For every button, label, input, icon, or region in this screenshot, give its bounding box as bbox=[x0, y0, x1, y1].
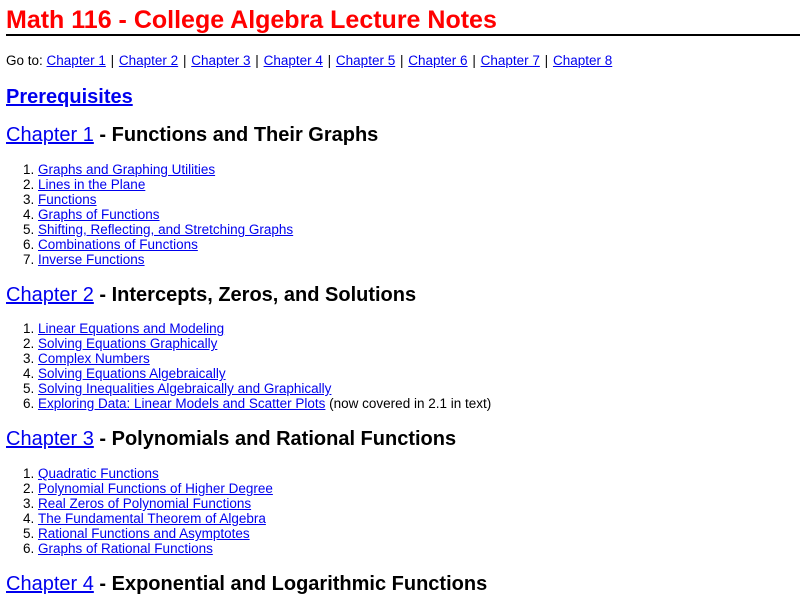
list-item bbox=[38, 321, 491, 336]
goto-separator: | bbox=[110, 53, 115, 68]
section-3-1-link[interactable]: Quadratic Functions bbox=[38, 466, 159, 481]
section-1-5-link[interactable]: Shifting, Reflecting, and Stretching Graphs bbox=[38, 222, 294, 237]
chapter-1-heading bbox=[6, 123, 378, 147]
chapter-4-heading bbox=[6, 572, 487, 596]
goto-chapter-6-link[interactable]: Chapter 6 bbox=[408, 53, 468, 68]
list-item bbox=[38, 222, 293, 237]
section-2-6-link[interactable]: Exploring Data: Linear Models and Scatter Plots bbox=[38, 396, 326, 411]
goto-separator: | bbox=[399, 53, 404, 68]
goto-separator: | bbox=[544, 53, 549, 68]
list-item bbox=[38, 177, 293, 192]
goto-chapter-8-link[interactable]: Chapter 8 bbox=[552, 53, 613, 68]
section-3-6-link[interactable]: Graphs of Rational Functions bbox=[38, 541, 213, 556]
chapter-2-title: - Intercepts, Zeros, and Solutions bbox=[93, 284, 417, 306]
section-3-5-link[interactable]: Rational Functions and Asymptotes bbox=[38, 526, 250, 541]
goto-separator: | bbox=[472, 53, 476, 68]
list-item bbox=[38, 336, 491, 351]
list-item bbox=[38, 511, 273, 526]
chapter-2-heading bbox=[6, 283, 416, 307]
list-item bbox=[38, 526, 273, 541]
chapter-2-link[interactable]: Chapter 2 bbox=[6, 284, 94, 306]
goto-chapter-5-link[interactable]: Chapter 5 bbox=[335, 53, 396, 68]
list-item bbox=[38, 192, 293, 207]
goto-nav bbox=[6, 53, 612, 69]
goto-chapter-7-link[interactable]: Chapter 7 bbox=[480, 53, 540, 68]
section-1-6-link[interactable]: Combinations of Functions bbox=[38, 237, 198, 252]
list-item bbox=[38, 381, 491, 396]
section-2-1-link[interactable]: Linear Equations and Modeling bbox=[38, 321, 225, 336]
chapter-3-section-list bbox=[6, 466, 273, 556]
chapter-1-title: - Functions and Their Graphs bbox=[93, 124, 379, 146]
chapter-2-section-list bbox=[6, 321, 491, 411]
chapter-4-title: - Exponential and Logarithmic Functions bbox=[93, 573, 488, 595]
list-item bbox=[38, 396, 491, 411]
list-item bbox=[38, 481, 273, 496]
goto-separator: | bbox=[182, 53, 187, 68]
goto-chapter-4-link[interactable]: Chapter 4 bbox=[263, 53, 323, 68]
section-3-3-link[interactable]: Real Zeros of Polynomial Functions bbox=[38, 496, 252, 511]
goto-chapter-3-link[interactable]: Chapter 3 bbox=[191, 53, 251, 68]
chapter-3-title: - Polynomials and Rational Functions bbox=[93, 428, 457, 450]
page-title: Math 116 - College Algebra Lecture Notes bbox=[6, 6, 497, 34]
list-item bbox=[38, 237, 293, 252]
goto-chapter-1-link[interactable]: Chapter 1 bbox=[46, 53, 106, 68]
section-2-5-link[interactable]: Solving Inequalities Algebraically and Graphically bbox=[38, 381, 332, 396]
section-2-3-link[interactable]: Complex Numbers bbox=[38, 351, 150, 366]
list-item bbox=[38, 541, 273, 556]
section-1-7-link[interactable]: Inverse Functions bbox=[38, 252, 145, 267]
goto-separator: | bbox=[255, 53, 259, 68]
list-item bbox=[38, 351, 491, 366]
chapter-3-heading bbox=[6, 427, 456, 451]
list-item bbox=[38, 252, 293, 267]
chapter-3-link[interactable]: Chapter 3 bbox=[6, 428, 94, 450]
section-1-1-link[interactable]: Graphs and Graphing Utilities bbox=[38, 162, 216, 177]
list-item bbox=[38, 366, 491, 381]
section-1-3-link[interactable]: Functions bbox=[38, 192, 97, 207]
goto-chapter-2-link[interactable]: Chapter 2 bbox=[118, 53, 179, 68]
section-3-2-link[interactable]: Polynomial Functions of Higher Degree bbox=[38, 481, 273, 496]
section-2-4-link[interactable]: Solving Equations Algebraically bbox=[38, 366, 226, 381]
section-1-4-link[interactable]: Graphs of Functions bbox=[38, 207, 160, 222]
section-3-4-link[interactable]: The Fundamental Theorem of Algebra bbox=[38, 511, 266, 526]
list-item bbox=[38, 162, 293, 177]
list-item bbox=[38, 207, 293, 222]
goto-separator: | bbox=[327, 53, 332, 68]
chapter-4-link[interactable]: Chapter 4 bbox=[6, 573, 94, 595]
goto-label: Go to: bbox=[6, 53, 43, 68]
chapter-1-section-list bbox=[6, 162, 293, 267]
list-item bbox=[38, 496, 273, 511]
list-item bbox=[38, 466, 273, 481]
chapter-1-link[interactable]: Chapter 1 bbox=[6, 124, 94, 146]
section-1-2-link[interactable]: Lines in the Plane bbox=[38, 177, 146, 192]
prerequisites-heading bbox=[6, 85, 133, 109]
title-divider bbox=[6, 34, 800, 36]
section-2-6-note: (now covered in 2.1 in text) bbox=[325, 396, 492, 411]
prerequisites-link[interactable]: Prerequisites bbox=[6, 86, 133, 108]
section-2-2-link[interactable]: Solving Equations Graphically bbox=[38, 336, 218, 351]
